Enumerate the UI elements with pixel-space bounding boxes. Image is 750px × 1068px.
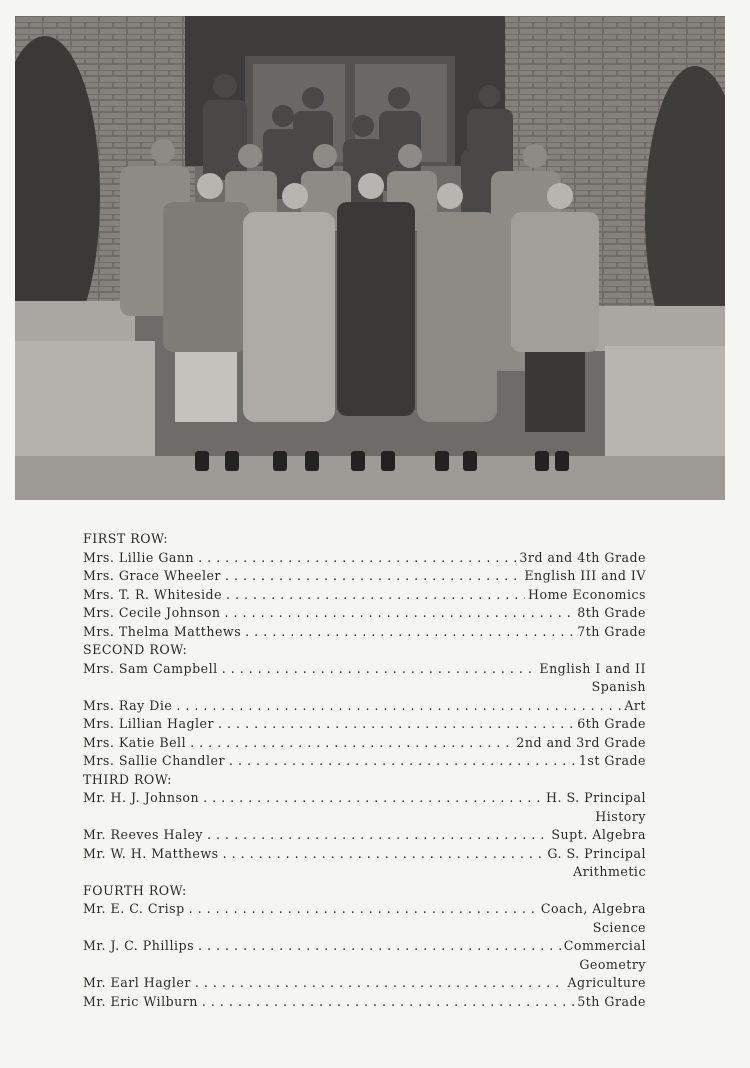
teacher-name: Mr. W. H. Matthews [83, 845, 219, 861]
teacher-role: 2nd and 3rd Grade [516, 734, 646, 750]
teacher-role: 3rd and 4th Grade [519, 549, 646, 565]
teacher-name: Mr. H. J. Johnson [83, 790, 200, 805]
roster-entry [83, 567, 646, 586]
dot-leader [222, 660, 537, 679]
roster-entry [83, 993, 646, 1012]
teacher-role-extra: Geometry [579, 956, 646, 972]
teacher-name: Mr. J. C. Phillips [83, 938, 195, 953]
teacher-role: H. S. Principal [546, 790, 646, 805]
dot-leader [195, 974, 565, 993]
section-heading: SECOND ROW: [83, 642, 188, 657]
teacher-role: 1st Grade [578, 753, 646, 768]
roster-entry [83, 845, 646, 864]
section-heading: FOURTH ROW: [83, 882, 187, 898]
roster-entry [83, 715, 646, 734]
section-heading: FIRST ROW: [83, 531, 169, 546]
teacher-role: Commercial [563, 938, 646, 953]
teacher-name: Mr. E. C. Crisp [83, 901, 185, 916]
teacher-name: Mrs. Lillian Hagler [83, 716, 215, 731]
dot-leader [245, 623, 574, 642]
teacher-role: Agriculture [567, 975, 646, 990]
teacher-name: Mr. Eric Wilburn [83, 993, 198, 1009]
dot-leader [190, 734, 513, 753]
teacher-role: Coach, Algebra [540, 901, 646, 916]
teacher-role: Art [624, 697, 646, 713]
dot-leader [226, 586, 525, 605]
dot-leader [207, 826, 548, 845]
teacher-role-extra: History [595, 808, 646, 824]
roster-entry [83, 604, 646, 623]
teacher-role: 5th Grade [577, 993, 646, 1009]
roster-entry [83, 549, 646, 568]
dot-leader [225, 604, 575, 623]
dot-leader [202, 993, 574, 1012]
roster-entry [83, 623, 646, 642]
dot-leader [189, 900, 538, 919]
roster-entry [83, 660, 646, 679]
teacher-name: Mr. Reeves Haley [83, 827, 204, 842]
teacher-role: English III and IV [524, 568, 646, 583]
teacher-name: Mr. Earl Hagler [83, 975, 191, 990]
dot-leader [198, 937, 561, 956]
teacher-role: 7th Grade [577, 623, 646, 639]
teacher-role: G. S. Principal [547, 845, 646, 861]
teacher-name: Mrs. Sam Campbell [83, 660, 218, 676]
dot-leader [176, 697, 621, 716]
teacher-role: 8th Grade [577, 605, 646, 620]
teacher-role: English I and II [539, 660, 646, 676]
teacher-role-extra: Arithmetic [573, 864, 646, 879]
roster-entry [83, 974, 646, 993]
roster-entry [83, 789, 646, 808]
teacher-name: Mrs. Sallie Chandler [83, 753, 225, 768]
dot-leader [203, 789, 543, 808]
dot-leader [198, 549, 516, 568]
teacher-name: Mrs. Thelma Matthews [83, 623, 242, 639]
roster-entry [83, 586, 646, 605]
roster-entry [83, 937, 646, 956]
dot-leader [225, 567, 521, 586]
teacher-role: 6th Grade [577, 716, 646, 731]
teacher-name: Mrs. T. R. Whiteside [83, 586, 223, 602]
roster-entry [83, 697, 646, 716]
teacher-name: Mrs. Katie Bell [83, 734, 187, 750]
dot-leader [223, 845, 545, 864]
roster-entry [83, 900, 646, 919]
teacher-role-extra: Spanish [591, 679, 646, 694]
faculty-roster [83, 530, 646, 1011]
teacher-name: Mrs. Lillie Gann [83, 549, 195, 565]
teacher-name: Mrs. Ray Die [83, 697, 173, 713]
roster-entry [83, 752, 646, 771]
faculty-group-photo [15, 16, 725, 500]
section-heading: THIRD ROW: [83, 771, 172, 787]
teacher-role: Home Economics [528, 586, 646, 602]
dot-leader [218, 715, 574, 734]
teacher-name: Mrs. Cecile Johnson [83, 605, 221, 620]
roster-entry [83, 826, 646, 845]
roster-entry [83, 734, 646, 753]
dot-leader [229, 752, 576, 771]
teacher-role-extra: Science [592, 919, 646, 935]
teacher-role: Supt. Algebra [551, 827, 646, 842]
teacher-name: Mrs. Grace Wheeler [83, 568, 221, 583]
